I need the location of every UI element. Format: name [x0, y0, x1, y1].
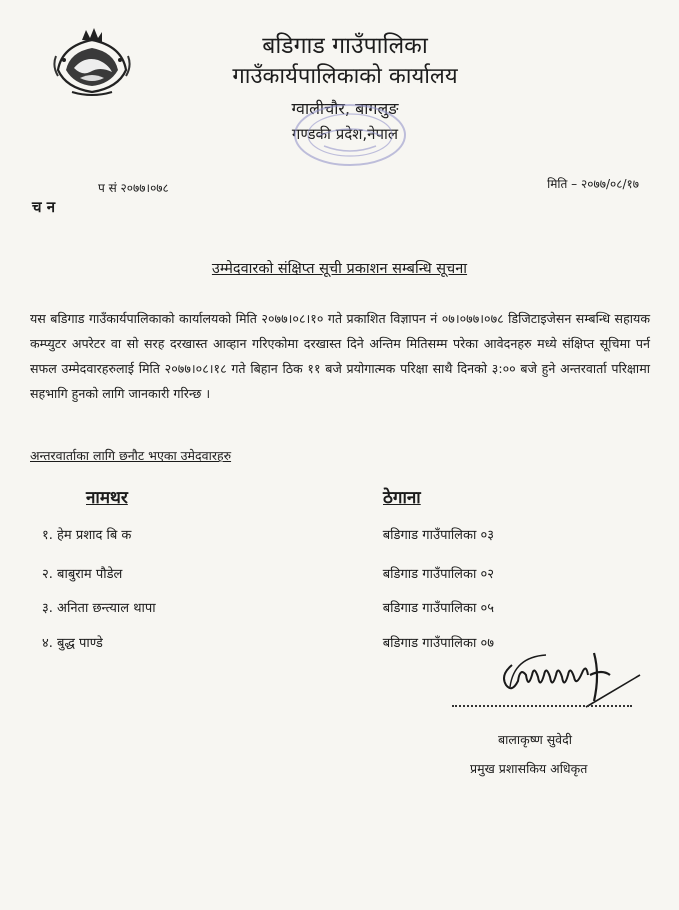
- candidate-address: बडिगाड गाउँपालिका ०५: [382, 601, 494, 616]
- reference-number: प सं २०७७।०७८: [98, 181, 169, 195]
- notice-subject: [0, 258, 679, 278]
- office-stamp-icon: [290, 100, 410, 170]
- signature-line: [452, 705, 632, 707]
- office-province: गण्डकी प्रदेश,नेपाल: [291, 125, 399, 143]
- candidate-address: बडिगाड गाउँपालिका ०३: [382, 528, 494, 543]
- column-header-address: ठेगाना: [383, 488, 421, 508]
- candidate-name: ३. अनिता छन्त्याल थापा: [42, 601, 156, 616]
- candidate-list-heading: अन्तरवार्ताका लागि छनौट भएका उमेदवारहरु: [30, 448, 232, 463]
- office-address: ग्वालीचौर, बागलुङ: [291, 99, 399, 118]
- issue-date: मिति – २०७७/०८/१७: [547, 177, 639, 191]
- column-header-name: नामथर: [86, 488, 128, 508]
- dispatch-number: च न: [32, 198, 56, 216]
- candidate-name: २. बाबुराम पौडेल: [42, 567, 123, 582]
- candidate-address: बडिगाड गाउँपालिका ०७: [382, 636, 494, 651]
- signatory-name: बालाकृष्ण सुवेदी: [498, 732, 572, 747]
- candidate-name: ४. बुद्ध पाण्डे: [42, 636, 103, 651]
- office-subtitle: गाउँकार्यपालिकाको कार्यालय: [232, 64, 458, 89]
- handwritten-signature-icon: [490, 645, 650, 720]
- candidate-address: बडिगाड गाउँपालिका ०२: [382, 567, 494, 582]
- notice-body: यस बडिगाड गाउँकार्यपालिकाको कार्यालयको मिति २०७७।०८।१० गते प्रकाशित विज्ञापन नं ०७।०७७।०७८ डिजिटाइजेसन सम्बन्धि सहायक कम्प्युटर अपरेटर वा सो सरह दरखास्त आव्हान गरिएकोमा दरखास्त दिने अन्तिम मितिसम्म परेका आवेदनहरु मध्ये संक्षिप्त सूचिमा पर्न सफल उम्मेदवारहरुलाई मिति २०७७।०८।१८ गते बिहान ठिक ११ बजे प्रयोगात्मक परिक्षा साथै दिनको ३:०० बजे हुने अन्तरवार्ता परिक्षामा सहभागि हुनको लागि जानकारी गरिन्छ ।: [30, 311, 650, 401]
- candidate-name: १. हेम प्रशाद बि क: [42, 528, 132, 543]
- office-name: बडिगाड गाउँपालिका: [262, 33, 428, 59]
- nepal-emblem-icon: [52, 26, 132, 98]
- signatory-title: प्रमुख प्रशासकिय अधिकृत: [470, 761, 588, 776]
- notice-subject-text: उम्मेदवारको संक्षिप्त सूची प्रकाशन सम्बन्धि सूचना: [211, 261, 468, 277]
